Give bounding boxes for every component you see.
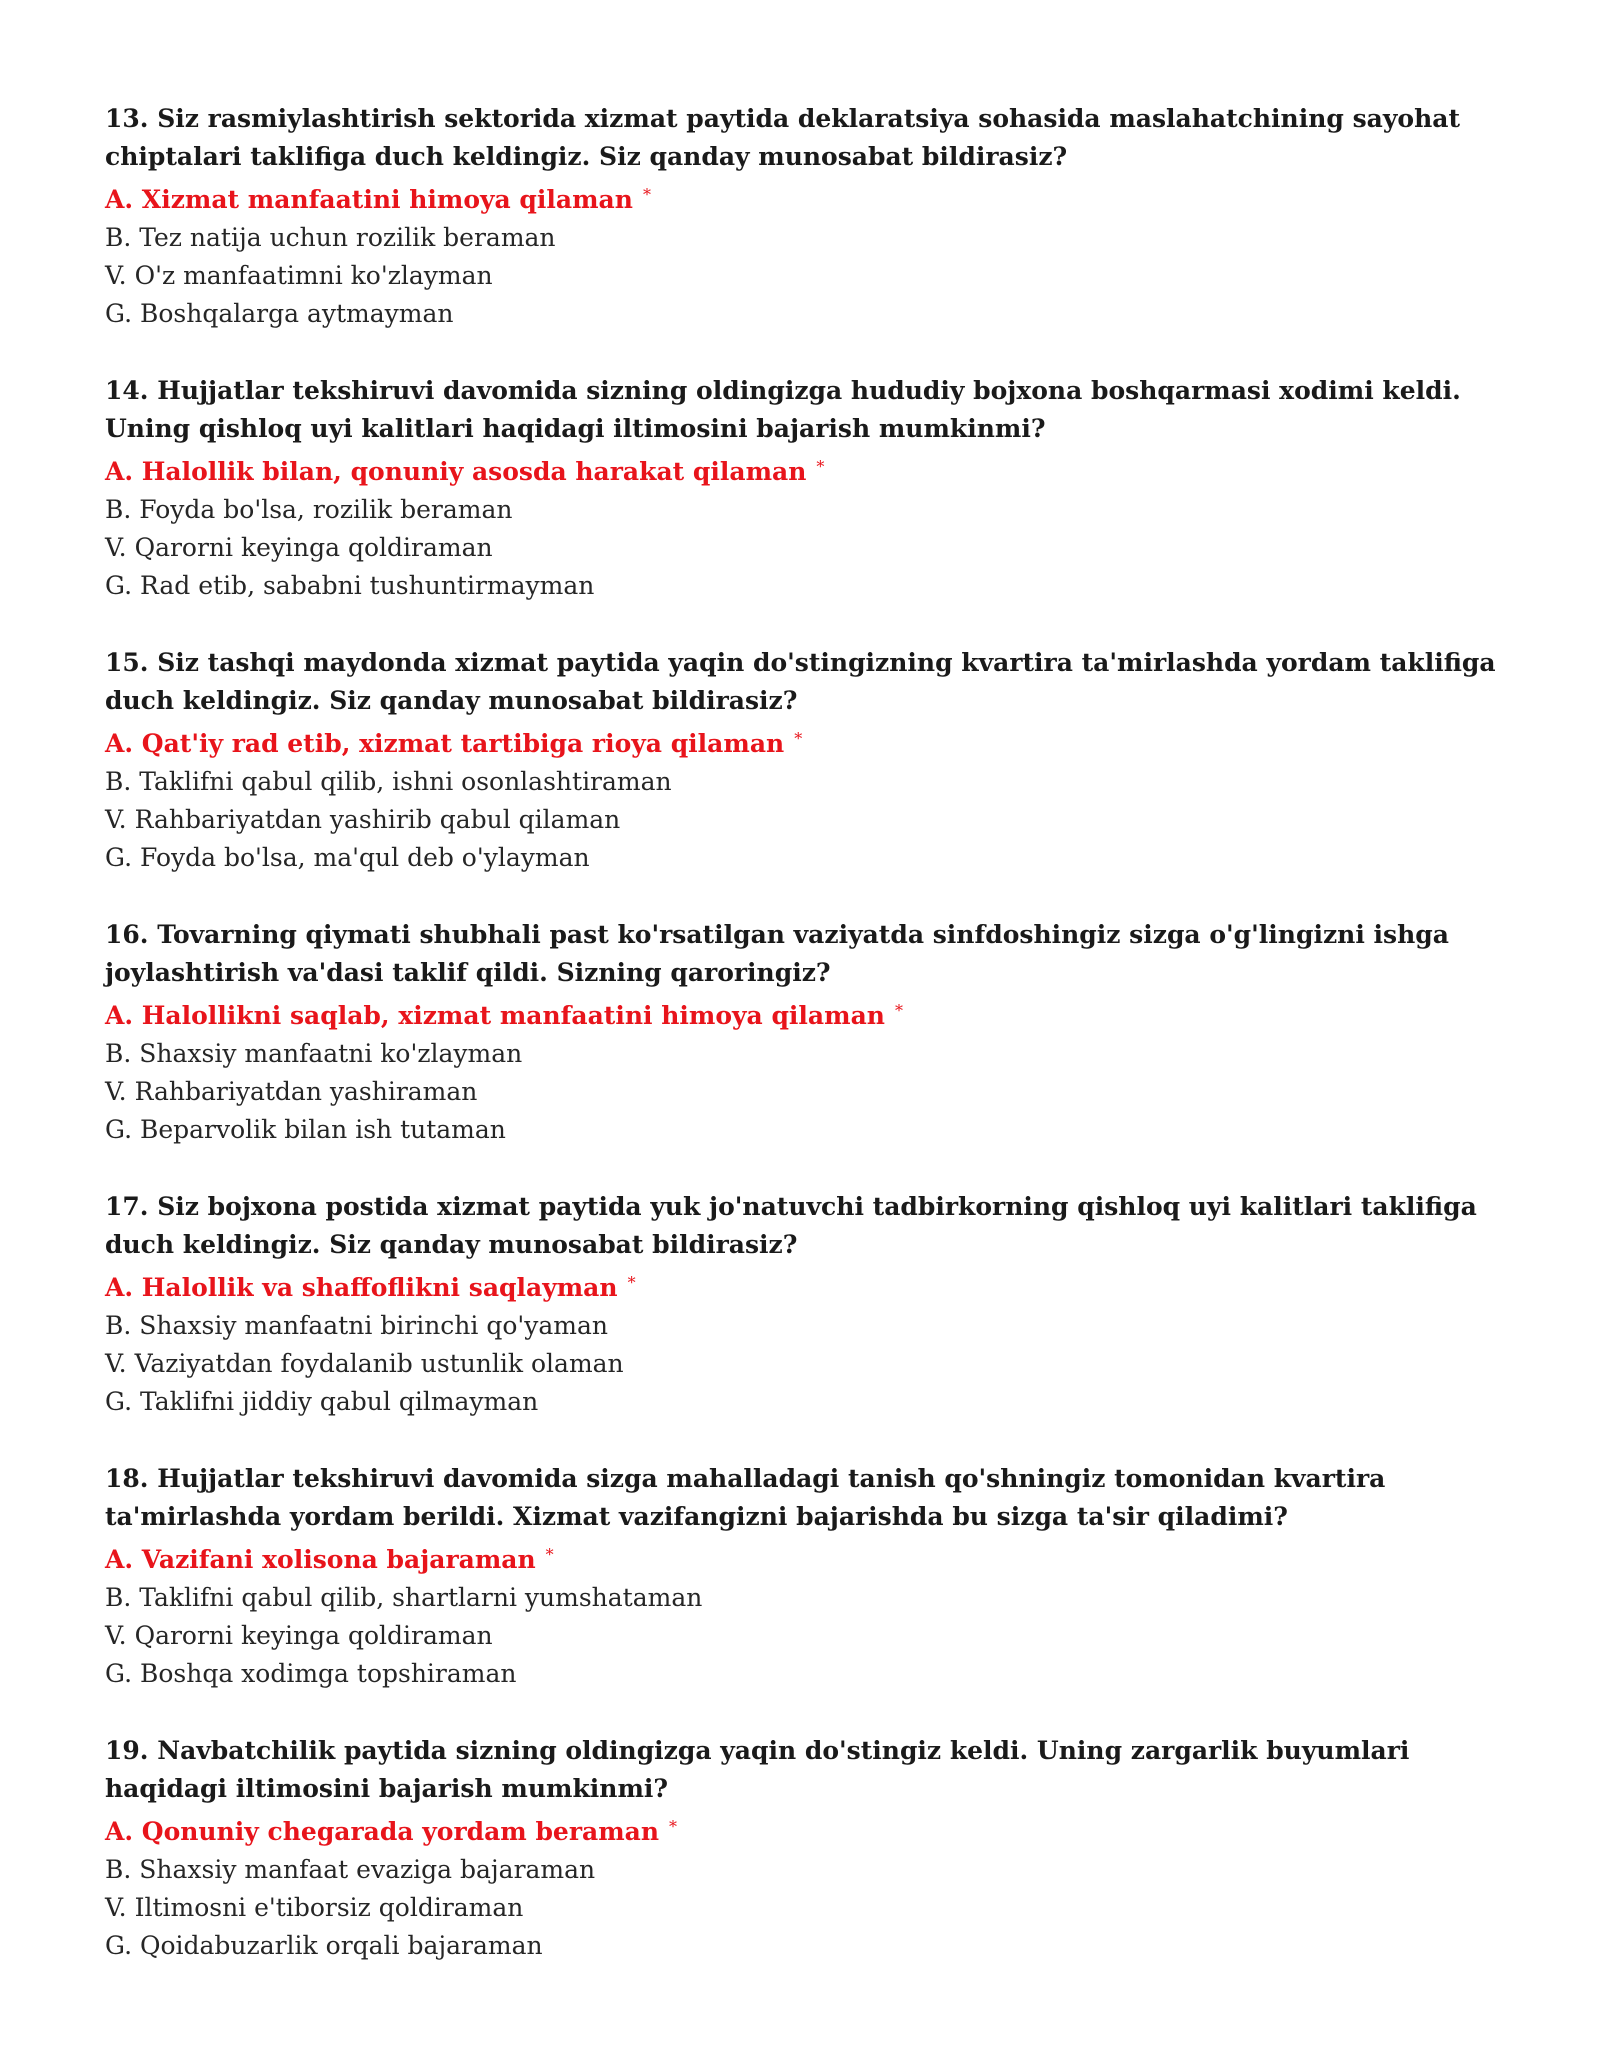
correct-answer	[105, 1536, 1505, 1579]
question-number: 18.	[105, 1464, 149, 1493]
answer-option-g: G. Qoidabuzarlik orqali bajaraman	[105, 1931, 543, 1960]
correct-answer-label: A. Qat'iy rad etib, xizmat tartibiga rioya qilaman	[105, 729, 785, 758]
question-text	[105, 100, 1505, 176]
question-body: Siz tashqi maydonda xizmat paytida yaqin do'stingizning kvartira ta'mirlashda yordam taklifiga duch keldingiz. Siz qanday munosabat bildirasiz?	[105, 648, 1496, 715]
question-text	[105, 916, 1505, 992]
correct-answer	[105, 720, 1505, 763]
answer-option-b: B. Shaxsiy manfaat evaziga bajaraman	[105, 1855, 596, 1884]
answer-option-v: V. Iltimosni e'tiborsiz qoldiraman	[105, 1893, 524, 1922]
answer-option-g: G. Beparvolik bilan ish tutaman	[105, 1115, 506, 1144]
answer-option-v: V. Rahbariyatdan yashirib qabul qilaman	[105, 805, 621, 834]
correct-answer-label: A. Xizmat manfaatini himoya qilaman	[105, 185, 633, 214]
answer-option-g: G. Foyda bo'lsa, ma'qul deb o'ylayman	[105, 843, 590, 872]
question-text	[105, 1460, 1505, 1536]
answer-option-v: V. Rahbariyatdan yashiraman	[105, 1077, 478, 1106]
answer-option-b: B. Taklifni qabul qilib, ishni osonlashtiraman	[105, 767, 672, 796]
question-text	[105, 372, 1505, 448]
question-body: Hujjatlar tekshiruvi davomida sizga mahalladagi tanish qo'shningiz tomonidan kvartira ta'mirlashda yordam berildi. Xizmat vazifangizni bajarishda bu sizga ta'sir qiladimi?	[105, 1464, 1386, 1531]
correct-answer	[105, 448, 1505, 491]
correct-marker: *	[894, 1001, 903, 1020]
answer-option-g: G. Rad etib, sababni tushuntirmayman	[105, 571, 595, 600]
answer-option-v: V. Qarorni keyinga qoldiraman	[105, 533, 493, 562]
correct-marker: *	[669, 1817, 678, 1836]
question-body: Tovarning qiymati shubhali past ko'rsatilgan vaziyatda sinfdoshingiz sizga o'g'lingizni ishga joylashtirish va'dasi taklif qildi. Sizning qaroringiz?	[105, 920, 1449, 987]
question-number: 16.	[105, 920, 149, 949]
answer-option-b: B. Shaxsiy manfaatni ko'zlayman	[105, 1039, 523, 1068]
quiz-page	[105, 100, 1505, 2004]
correct-answer-label: A. Qonuniy chegarada yordam beraman	[105, 1817, 660, 1846]
question-18	[105, 1460, 1505, 1693]
correct-answer-label: A. Halollik bilan, qonuniy asosda harakat qilaman	[105, 457, 807, 486]
question-number: 19.	[105, 1736, 149, 1765]
correct-marker: *	[627, 1273, 636, 1292]
correct-answer-label: A. Halollik va shaffoflikni saqlayman	[105, 1273, 618, 1302]
question-body: Navbatchilik paytida sizning oldingizga yaqin do'stingiz keldi. Uning zargarlik buyumlari haqidagi iltimosini bajarish mumkinmi?	[105, 1736, 1410, 1803]
correct-marker: *	[642, 185, 651, 204]
answer-option-g: G. Taklifni jiddiy qabul qilmayman	[105, 1387, 539, 1416]
question-number: 15.	[105, 648, 149, 677]
answer-option-v: V. Qarorni keyinga qoldiraman	[105, 1621, 493, 1650]
correct-answer	[105, 176, 1505, 219]
correct-marker: *	[545, 1545, 554, 1564]
correct-answer-label: A. Halollikni saqlab, xizmat manfaatini himoya qilaman	[105, 1001, 885, 1030]
question-body: Hujjatlar tekshiruvi davomida sizning oldingizga hududiy bojxona boshqarmasi xodimi keldi. Uning qishloq uyi kalitlari haqidagi iltimosini bajarish mumkinmi?	[105, 376, 1461, 443]
answer-option-g: G. Boshqa xodimga topshiraman	[105, 1659, 517, 1688]
answer-option-v: V. O'z manfaatimni ko'zlayman	[105, 261, 493, 290]
question-number: 13.	[105, 104, 149, 133]
answer-option-g: G. Boshqalarga aytmayman	[105, 299, 454, 328]
question-number: 14.	[105, 376, 149, 405]
question-17	[105, 1188, 1505, 1421]
question-text	[105, 644, 1505, 720]
question-16	[105, 916, 1505, 1149]
question-13	[105, 100, 1505, 333]
answer-option-b: B. Shaxsiy manfaatni birinchi qo'yaman	[105, 1311, 609, 1340]
answer-option-b: B. Tez natija uchun rozilik beraman	[105, 223, 556, 252]
correct-answer	[105, 1808, 1505, 1851]
answer-option-b: B. Taklifni qabul qilib, shartlarni yumshataman	[105, 1583, 703, 1612]
answer-option-v: V. Vaziyatdan foydalanib ustunlik olaman	[105, 1349, 624, 1378]
question-body: Siz bojxona postida xizmat paytida yuk jo'natuvchi tadbirkorning qishloq uyi kalitlari taklifiga duch keldingiz. Siz qanday munosabat bildirasiz?	[105, 1192, 1477, 1259]
question-text	[105, 1188, 1505, 1264]
question-15	[105, 644, 1505, 877]
question-body: Siz rasmiylashtirish sektorida xizmat paytida deklaratsiya sohasida maslahatchining sayohat chiptalari taklifiga duch keldingiz. Siz qanday munosabat bildirasiz?	[105, 104, 1460, 171]
correct-answer-label: A. Vazifani xolisona bajaraman	[105, 1545, 536, 1574]
question-19	[105, 1732, 1505, 1965]
question-14	[105, 372, 1505, 605]
answer-option-b: B. Foyda bo'lsa, rozilik beraman	[105, 495, 513, 524]
correct-answer	[105, 992, 1505, 1035]
correct-marker: *	[816, 457, 825, 476]
question-number: 17.	[105, 1192, 149, 1221]
correct-answer	[105, 1264, 1505, 1307]
correct-marker: *	[794, 729, 803, 748]
question-text	[105, 1732, 1505, 1808]
